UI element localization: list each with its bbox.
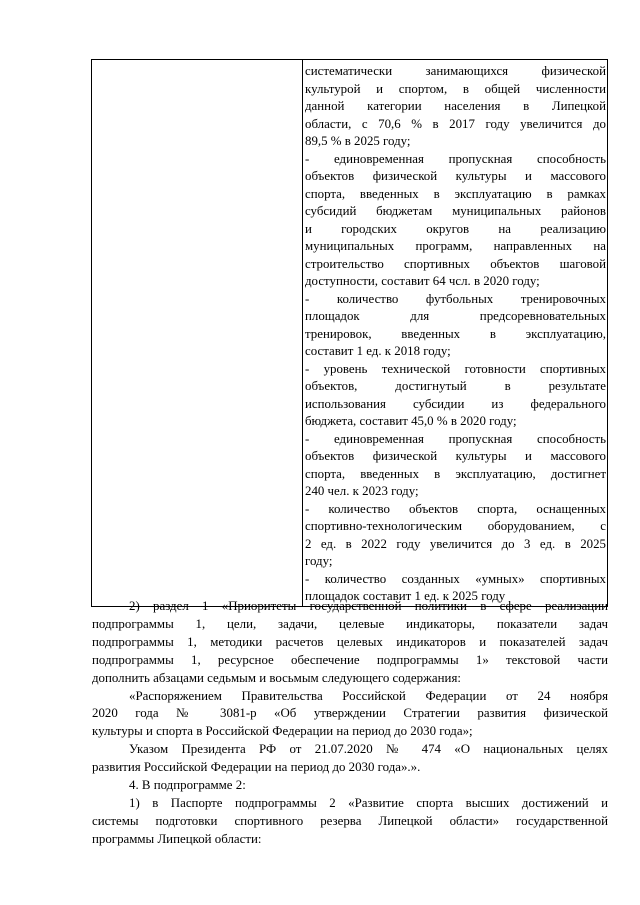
text-line: 2020 года № 3081-р «Об утверждении Стратегии развития физической bbox=[92, 706, 608, 721]
table-cell-empty bbox=[92, 60, 303, 607]
text-line: культуры и спорта в Российской Федерации на период до 2030 года»; bbox=[92, 724, 473, 739]
text-line: развития Российской Федерации на период до 2030 года».». bbox=[92, 760, 421, 775]
text-line: данной категории населения в Липецкой bbox=[305, 99, 606, 113]
text-line: 2) раздел 1 «Приоритеты государственной политики в сфере реализации bbox=[129, 599, 608, 613]
text-line: систематически занимающихся физической bbox=[305, 64, 606, 78]
text-line: 4. В подпрограмме 2: bbox=[129, 778, 246, 793]
text-line: культурой и спортом, в общей численности bbox=[305, 81, 606, 96]
text-line: объектов, достигнутый в результате bbox=[305, 379, 606, 393]
text-line: доступности, составит 64 чсл. в 2020 году; bbox=[305, 274, 540, 288]
text-line: 1) в Паспорте подпрограммы 2 «Развитие спорта высших достижений и bbox=[129, 795, 608, 810]
text-line: тренировок, введенных в эксплуатацию, bbox=[305, 326, 606, 341]
text-line: муниципальных программ, направленных на bbox=[305, 239, 606, 253]
text-line: объектов физической культуры и массового bbox=[305, 449, 606, 463]
text-line: использования субсидии из федерального bbox=[305, 396, 606, 411]
text-line: спорта, введенных в эксплуатацию, достигнет bbox=[305, 466, 606, 481]
text-line: - количество объектов спорта, оснащенных bbox=[305, 501, 606, 516]
text-line: - количество футбольных тренировочных bbox=[305, 291, 606, 306]
text-line: составит 1 ед. к 2018 году; bbox=[305, 344, 451, 358]
text-line: области, с 70,6 % в 2017 году увеличится до bbox=[305, 116, 606, 131]
table-cell-indicators bbox=[303, 60, 608, 607]
indicator-text bbox=[305, 63, 606, 606]
text-line: - единовременная пропускная способность bbox=[305, 151, 606, 166]
text-line: 89,5 % в 2025 году; bbox=[305, 134, 411, 148]
text-line: - единовременная пропускная способность bbox=[305, 431, 606, 446]
text-line: строительство спортивных объектов шаговой bbox=[305, 256, 606, 271]
text-line: программы Липецкой области: bbox=[92, 831, 262, 846]
text-line: 240 чел. к 2023 году; bbox=[305, 484, 419, 498]
body-text bbox=[92, 598, 608, 849]
text-line: - количество созданных «умных» спортивных bbox=[305, 571, 606, 586]
text-line: подпрограммы 1, ресурсное обеспечение подпрограммы 1» текстовой части bbox=[92, 652, 608, 667]
text-line: подпрограммы 1, цели, задачи, целевые индикаторы, показатели задач bbox=[92, 616, 608, 631]
text-line: объектов физической культуры и массового bbox=[305, 169, 606, 183]
text-line: системы подготовки спортивного резерва Липецкой области» государственной bbox=[92, 813, 608, 828]
text-line: субсидий бюджетам муниципальных районов bbox=[305, 204, 606, 218]
passport-table bbox=[91, 59, 608, 607]
text-line: площадок для предсоревновательных bbox=[305, 309, 606, 323]
text-line: подпрограммы 1, методики расчетов целевых индикаторов и показателей задач bbox=[92, 634, 608, 649]
text-line: дополнить абзацами седьмым и восьмым следующего содержания: bbox=[92, 670, 461, 685]
text-line: спортивно-технологическим оборудованием, с bbox=[305, 519, 606, 533]
text-line: 2 ед. в 2022 году увеличится до 3 ед. в 2025 bbox=[305, 536, 606, 551]
text-line: спорта, введенных в эксплуатацию в рамках bbox=[305, 186, 606, 201]
table-row bbox=[92, 60, 608, 607]
text-line: Указом Президента РФ от 21.07.2020 № 474 «О национальных целях bbox=[129, 742, 608, 757]
text-line: - уровень технической готовности спортивных bbox=[305, 361, 606, 376]
text-line: и городских округов на реализацию bbox=[305, 221, 606, 236]
text-line: бюджета, составит 45,0 % в 2020 году; bbox=[305, 414, 517, 428]
text-line: площадок составит 1 ед. к 2025 году bbox=[305, 589, 506, 603]
text-line: году; bbox=[305, 554, 333, 568]
text-line: «Распоряжением Правительства Российской Федерации от 24 ноября bbox=[129, 688, 608, 703]
